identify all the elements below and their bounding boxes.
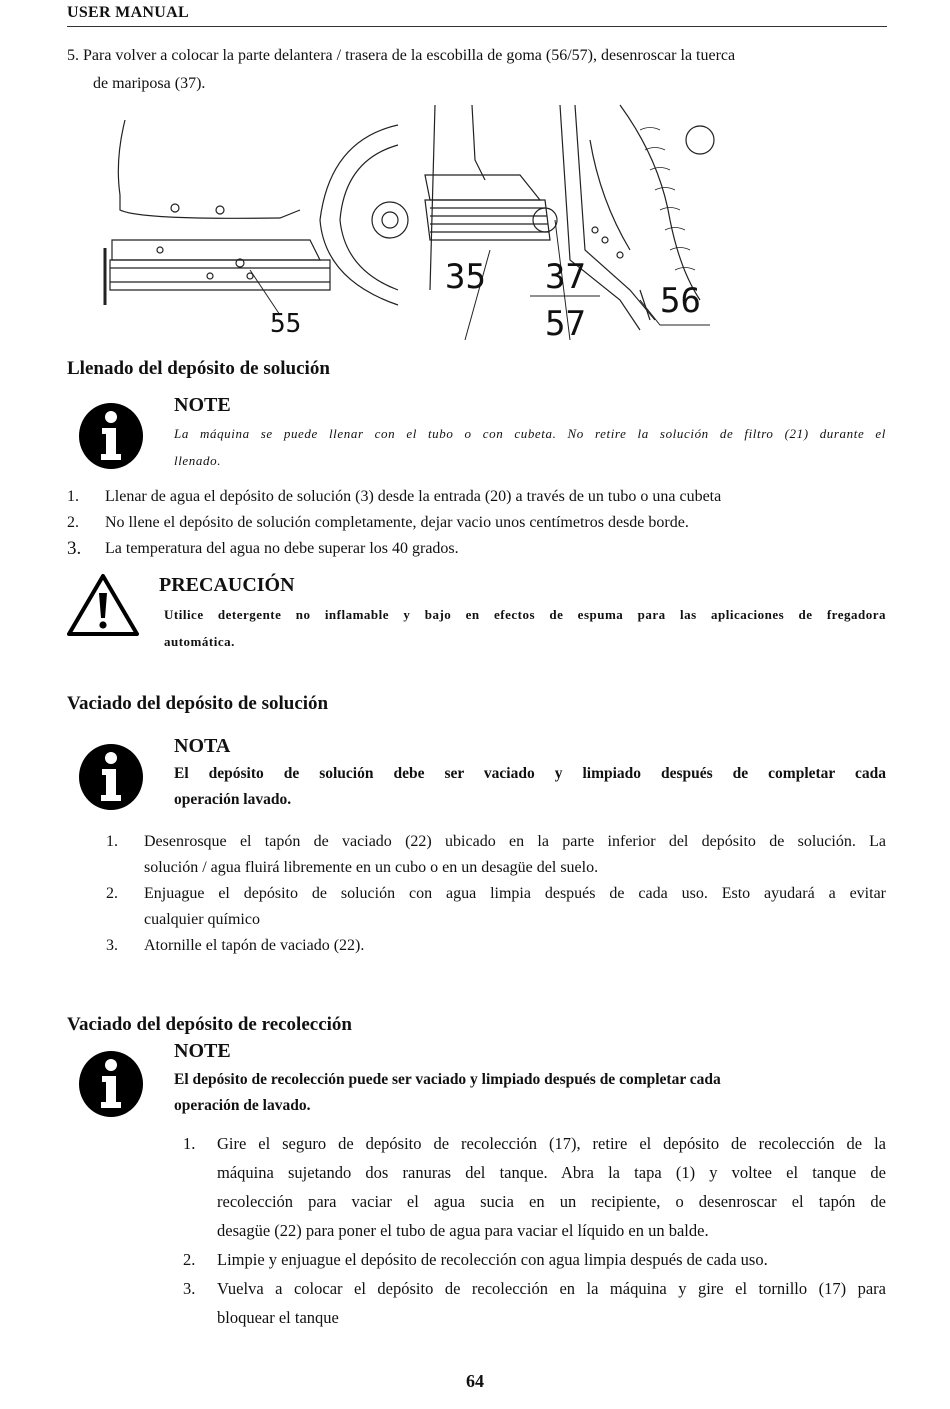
manual-header: USER MANUAL: [67, 4, 189, 21]
fill-steps-list: [67, 484, 887, 562]
nota-line-2: operación lavado.: [174, 791, 292, 808]
caution-body: [164, 601, 886, 655]
header-rule: [67, 26, 887, 27]
empty-recovery-step: 2. Limpie y enjuague el depósito de recolección con agua limpia después de cada uso.: [183, 1250, 768, 1269]
empty-recovery-steps-list: [183, 1129, 886, 1332]
nota-body: [174, 761, 886, 813]
fill-note-line-1: La máquina se puede llenar con el tubo o con cubeta. No retire la solución de filtro (21) durante el: [174, 426, 886, 441]
nota-title: NOTA: [174, 735, 231, 757]
caution-title: PRECAUCIÓN: [159, 574, 295, 596]
empty-solution-step: 2. Enjuague el depósito de solución con agua limpia después de cada uso. Esto ayudará a evitar cualquier químico: [106, 885, 886, 928]
step-5-line-1: 5. Para volver a colocar la parte delantera / trasera de la escobilla de goma (56/57), desenroscar la tuerca: [67, 47, 736, 64]
nota-line-1: El depósito de solución debe ser vaciado y limpiado después de completar cada: [174, 765, 886, 782]
info-icon: [78, 743, 144, 811]
empty-solution-step: 1. Desenrosque el tapón de vaciado (22) ubicado en la parte inferior del depósito de solución. La solución / agua fluirá libremente en un cubo o en un desagüe del suelo.: [106, 833, 886, 876]
empty-solution-step: 3. Atornille el tapón de vaciado (22).: [106, 937, 365, 954]
recovery-note-line-1: El depósito de recolección puede ser vaciado y limpiado después de completar cada: [174, 1071, 721, 1088]
empty-recovery-step: 3. Vuelva a colocar el depósito de recolección en la máquina y gire el tornillo (17) para bloquear el tanque: [183, 1279, 886, 1327]
fill-note-line-2: llenado.: [174, 453, 222, 468]
empty-recovery-step: 1. Gire el seguro de depósito de recolección (17), retire el depósito de recolección de la máquina sujetando dos ranuras del tanque. Abra la tapa (1) y voltee el tanque de recolección para vaciar el agua sucia en un recipiente, o desenroscar el tapón de desagüe (22) para poner el tubo de agua para vaciar el líquido en un balde.: [183, 1134, 886, 1240]
fill-step: 2. No llene el depósito de solución completamente, dejar vacio unos centímetros desde borde.: [67, 514, 689, 531]
caution-line-2: automática.: [164, 634, 235, 649]
squeegee-assembly-figure: [100, 100, 715, 350]
info-icon: [78, 402, 144, 470]
recovery-note-body: [174, 1067, 874, 1119]
recovery-note-line-2: operación de lavado.: [174, 1097, 311, 1114]
section-title-fill: Llenado del depósito de solución: [67, 358, 330, 379]
callout-37: 37: [545, 257, 586, 297]
caution-line-1: Utilice detergente no inflamable y bajo en efectos de espuma para las aplicaciones de fregadora: [164, 607, 886, 622]
fill-step: 3. La temperatura del agua no debe superar los 40 grados.: [67, 538, 459, 559]
fill-step: 1. Llenar de agua el depósito de solución (3) desde la entrada (20) a través de un tubo o una cubeta: [67, 488, 722, 505]
info-icon: [78, 1050, 144, 1118]
section-title-empty-recovery: Vaciado del depósito de recolección: [67, 1014, 352, 1035]
step-5-line-2: de mariposa (37).: [93, 75, 206, 92]
callout-56: 56: [660, 281, 701, 321]
callout-55: 55: [270, 309, 302, 339]
fill-note-title: NOTE: [174, 394, 231, 416]
fill-note-body: [174, 420, 886, 474]
empty-solution-steps-list: [106, 829, 886, 959]
page-number: 64: [466, 1371, 484, 1391]
step-5-paragraph: [67, 42, 887, 98]
recovery-note-title: NOTE: [174, 1040, 231, 1062]
callout-57: 57: [545, 304, 586, 344]
callout-35: 35: [445, 257, 486, 297]
section-title-empty-solution: Vaciado del depósito de solución: [67, 693, 329, 714]
warning-icon: [66, 573, 140, 637]
